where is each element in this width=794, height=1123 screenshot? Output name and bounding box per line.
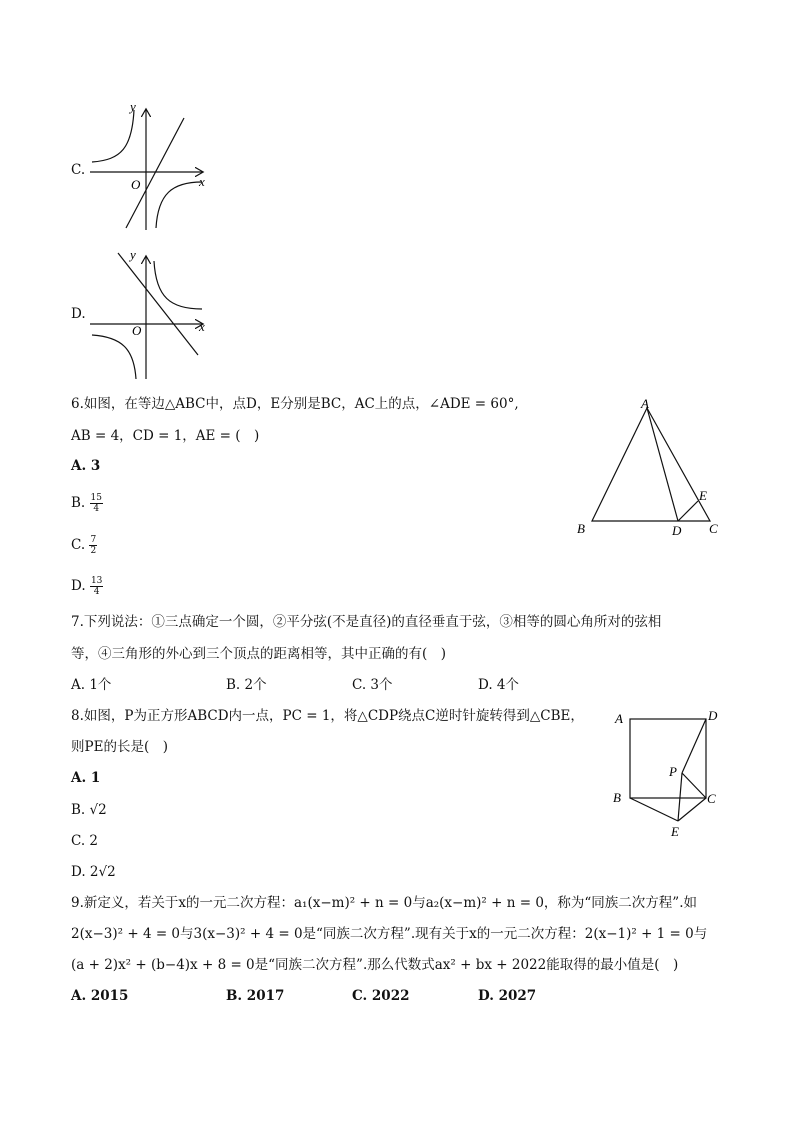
q6-option-c: C. $\frac{7}{2}$ [71,535,97,556]
point-c-label: C [707,791,716,806]
point-b-label: B [577,521,585,536]
q9-option-a: A. 2015 [71,988,129,1004]
origin-label: O [131,177,141,192]
segment-ad [647,408,678,521]
q8-stem-line2: 则PE的长是( ) [71,739,168,755]
q8-stem-line1: 8.如图，P为正方形ABCD内一点，PC = 1，将△CDP绕点C逆时针旋转得到△CBE， [71,708,584,724]
hyperbola-branch-right [156,182,202,228]
y-axis-label: y [130,247,136,262]
segment-ce [678,798,706,821]
segment-pd [682,719,706,773]
q8-option-a: A. 1 [71,770,101,786]
fraction: $\frac{7}{2}$ [90,535,97,556]
q5-option-d-label: D. [71,306,86,322]
y-axis-label: y [130,99,136,114]
q5-option-c-graph [86,98,211,233]
q8-option-d: D. 2√2 [71,864,116,880]
q9-option-d: D. 2027 [478,988,537,1004]
q5-option-c-label: C. [71,162,86,178]
fraction: $\frac{15}{4}$ [90,493,102,514]
hyperbola-branch-left [92,110,134,162]
q8-option-c: C. 2 [71,833,99,849]
q7-option-c: C. 3个 [352,677,393,693]
segment-pe [678,773,682,821]
q7-stem-line1: 7.下列说法：①三点确定一个圆，②平分弦(不是直径)的直径垂直于弦，③相等的圆心角所对的弦相 [71,614,662,630]
triangle-abc [592,408,710,521]
q6-option-a: A. 3 [71,458,101,474]
q7-stem-line2: 等，④三角形的外心到三个顶点的距离相等，其中正确的有( ) [71,646,447,662]
point-d-label: D [672,523,682,538]
q9-stem-line1: 9.新定义，若关于x的一元二次方程：a₁(x−m)² + n = 0与a₂(x−m)² + n = 0，称为“同族二次方程”.如 [71,895,697,911]
hyperbola-branch-right [154,261,202,309]
point-b-label: B [613,790,621,805]
point-e-label: E [699,488,707,503]
point-a-label: A [615,711,623,726]
q6-option-b: B. $\frac{15}{4}$ [71,493,102,514]
x-axis-label: x [199,174,205,189]
q5-option-d-graph [86,245,211,380]
line-graph [118,253,198,355]
origin-label: O [132,323,142,338]
point-a-label: A [641,396,649,411]
q6-option-d: D. $\frac{13}{4}$ [71,576,103,597]
q7-option-b: B. 2个 [226,677,267,693]
q7-option-d: D. 4个 [478,677,520,693]
segment-pc [682,773,706,798]
fraction: $\frac{13}{4}$ [90,576,103,597]
x-axis-label: x [199,319,205,334]
q9-stem-line2: 2(x−3)² + 4 = 0与3(x−3)² + 4 = 0是“同族二次方程”.现有关于x的一元二次方程：2(x−1)² + 1 = 0与 [71,926,708,942]
segment-de [678,501,698,521]
q8-square-figure [608,705,728,845]
q9-option-c: C. 2022 [352,988,410,1004]
hyperbola-branch-left [92,335,136,379]
q6-stem-line2: AB = 4，CD = 1，AE = ( ) [71,428,260,444]
point-e-label: E [671,824,679,839]
point-p-label: P [669,764,677,779]
q9-stem-line3: (a + 2)x² + (b−4)x + 8 = 0是“同族二次方程”.那么代数式ax² + bx + 2022能取得的最小值是( ) [71,957,679,973]
segment-be [630,798,678,821]
q8-option-b: B. √2 [71,802,107,818]
point-d-label: D [708,708,718,723]
q9-option-b: B. 2017 [226,988,285,1004]
line-graph [126,118,184,228]
point-c-label: C [709,521,718,536]
q7-option-a: A. 1个 [71,677,112,693]
q6-stem-line1: 6.如图，在等边△ABC中，点D，E分别是BC，AC上的点，∠ADE = 60°, [71,396,519,412]
q6-triangle-figure [570,393,730,545]
